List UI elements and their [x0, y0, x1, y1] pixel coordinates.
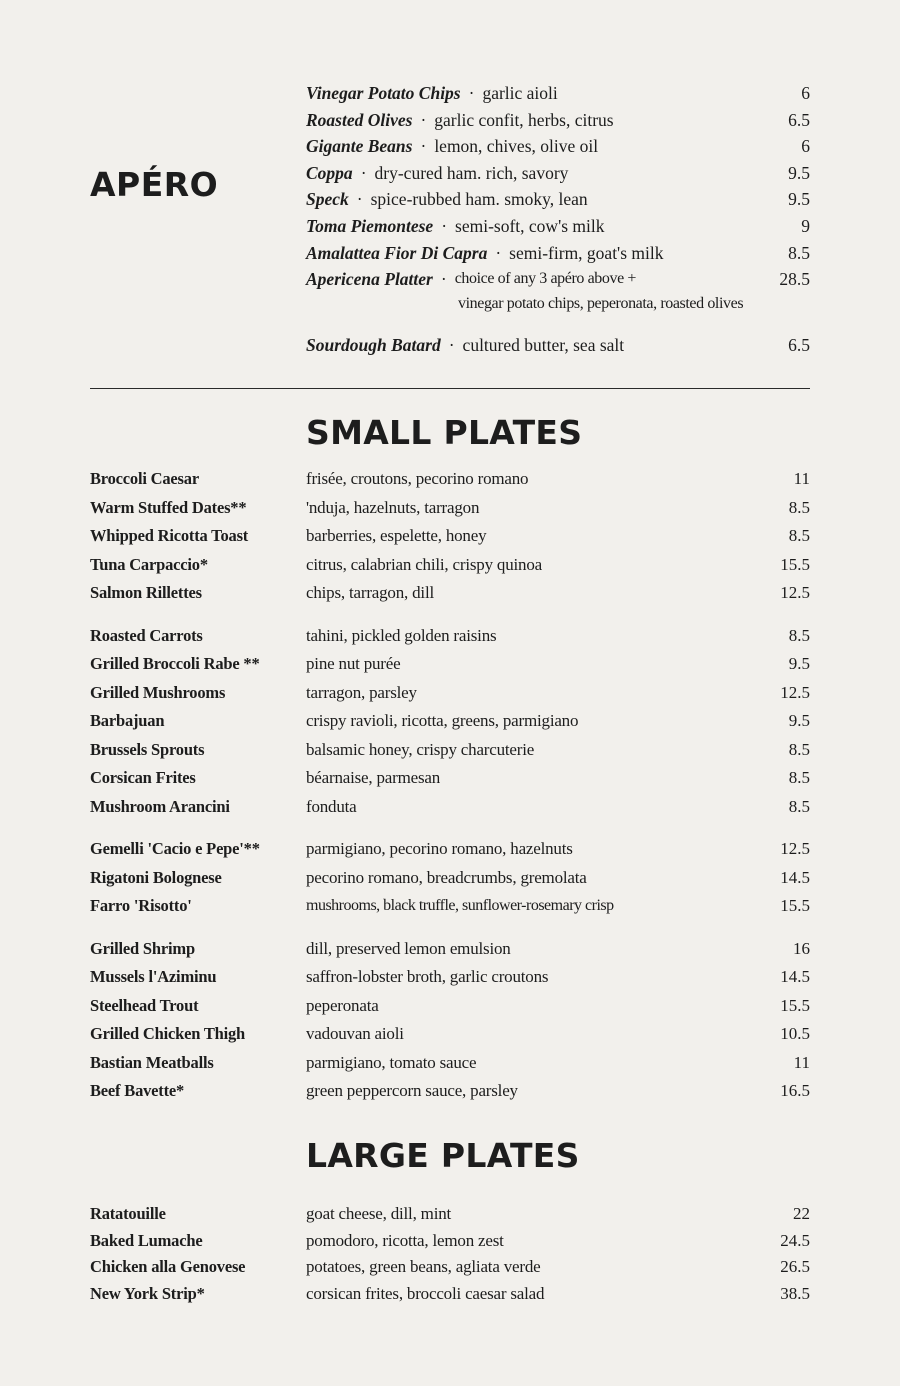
item-description: dry-cured ham. rich, savory	[374, 162, 569, 183]
item-name: Bastian Meatballs	[90, 1052, 214, 1072]
item-name: Vinegar Potato Chips	[306, 83, 461, 103]
item-description: fonduta	[306, 796, 357, 816]
item-description: lemon, chives, olive oil	[434, 136, 599, 157]
item-name: Grilled Broccoli Rabe **	[90, 654, 260, 673]
menu-item	[90, 494, 810, 523]
menu-item	[90, 1254, 810, 1281]
item-description: semi-firm, goat's milk	[509, 242, 664, 263]
item-description: parmigiano, tomato sauce	[306, 1052, 477, 1072]
menu-item	[90, 465, 810, 494]
item-description: garlic aioli	[482, 83, 558, 103]
item-separator: ·	[420, 109, 427, 130]
menu-item	[90, 551, 810, 580]
item-description: béarnaise, parmesan	[306, 768, 441, 787]
item-price: 14.5	[780, 867, 810, 887]
item-name: Ratatouille	[90, 1204, 166, 1223]
item-name: Sourdough Batard	[306, 334, 441, 355]
small-plates-list	[90, 465, 810, 1106]
item-price: 6	[801, 136, 810, 157]
item-description: saffron-lobster broth, garlic croutons	[306, 967, 549, 986]
item-name: Mussels l'Aziminu	[90, 967, 217, 986]
apero-item	[306, 80, 810, 107]
menu-item	[90, 650, 810, 679]
item-price: 8.5	[788, 796, 810, 816]
item-price: 6.5	[788, 109, 810, 130]
item-description: cultured butter, sea salt	[462, 334, 625, 355]
item-description: mushrooms, black truffle, sunflower-rosemary crisp	[306, 897, 614, 914]
item-name: Whipped Ricotta Toast	[90, 526, 249, 545]
item-description: 'nduja, hazelnuts, tarragon	[306, 497, 480, 517]
item-name: Rigatoni Bolognese	[90, 867, 222, 887]
apero-item	[306, 160, 810, 187]
item-price: 22	[793, 1204, 810, 1223]
item-description: pecorino romano, breadcrumbs, gremolata	[306, 867, 587, 887]
menu-item	[90, 522, 810, 551]
item-price: 8.5	[788, 526, 810, 545]
apero-item	[306, 133, 810, 160]
menu-item	[90, 793, 810, 822]
item-price: 8.5	[788, 242, 810, 263]
item-price: 16	[793, 938, 810, 958]
item-price: 8.5	[788, 739, 810, 759]
menu-item	[90, 892, 810, 921]
item-name: Roasted Carrots	[90, 625, 203, 645]
item-name: Speck	[306, 189, 349, 210]
large-plates-section-title: LARGE PLATES	[306, 1136, 580, 1175]
item-name: Salmon Rillettes	[90, 583, 202, 602]
apero-item	[306, 240, 810, 267]
item-description: vadouvan aioli	[306, 1024, 404, 1043]
item-description: parmigiano, pecorino romano, hazelnuts	[306, 839, 573, 858]
item-description: corsican frites, broccoli caesar salad	[306, 1283, 545, 1303]
item-name: Warm Stuffed Dates**	[90, 497, 247, 517]
item-price: 6.5	[788, 334, 810, 355]
item-price: 9	[801, 215, 810, 236]
item-price: 15.5	[780, 896, 810, 915]
item-price: 11	[793, 469, 810, 488]
menu-item	[90, 864, 810, 893]
item-name: Grilled Shrimp	[90, 938, 195, 958]
item-separator: ·	[440, 269, 447, 290]
item-name: Brussels Sprouts	[90, 739, 205, 759]
item-price: 16.5	[780, 1081, 810, 1100]
menu-item	[90, 579, 810, 608]
item-description: pomodoro, ricotta, lemon zest	[306, 1230, 504, 1250]
item-name: Chicken alla Genovese	[90, 1257, 246, 1277]
item-name: Amalattea Fior Di Capra	[306, 242, 488, 263]
item-separator: ·	[360, 162, 367, 183]
menu-item	[90, 1020, 810, 1049]
item-price: 9.5	[788, 711, 810, 730]
menu-item	[90, 1049, 810, 1078]
item-price: 8.5	[788, 625, 810, 645]
item-description: balsamic honey, crispy charcuterie	[306, 739, 535, 759]
item-name: Grilled Mushrooms	[90, 682, 226, 702]
item-price: 15.5	[780, 995, 810, 1015]
item-description: goat cheese, dill, mint	[306, 1204, 452, 1223]
item-price: 12.5	[780, 682, 810, 702]
apero-item	[306, 186, 810, 213]
item-name: Barbajuan	[90, 711, 165, 730]
item-description: frisée, croutons, pecorino romano	[306, 469, 529, 488]
menu-item	[90, 679, 810, 708]
item-description: peperonata	[306, 995, 379, 1015]
item-name: Farro 'Risotto'	[90, 896, 192, 915]
item-price: 12.5	[780, 583, 810, 602]
item-description-continued: vinegar potato chips, peperonata, roasted olives	[458, 294, 744, 312]
item-name: Toma Piemontese	[306, 215, 434, 236]
apero-bread-item	[306, 332, 810, 359]
menu-group	[90, 465, 810, 608]
item-price: 38.5	[780, 1283, 810, 1303]
item-name: Baked Lumache	[90, 1230, 203, 1250]
item-name: Mushroom Arancini	[90, 796, 230, 816]
item-description: barberries, espelette, honey	[306, 526, 487, 545]
apero-item	[306, 213, 810, 240]
menu-group	[90, 835, 810, 921]
menu-item	[90, 835, 810, 864]
item-name: Grilled Chicken Thigh	[90, 1024, 246, 1043]
item-description: potatoes, green beans, agliata verde	[306, 1257, 541, 1277]
menu-item	[90, 992, 810, 1021]
item-separator: ·	[468, 83, 475, 103]
apero-platter-item	[306, 266, 810, 315]
menu-item	[90, 963, 810, 992]
item-price: 15.5	[780, 554, 810, 574]
menu-item	[90, 622, 810, 651]
large-plates-list	[90, 1201, 810, 1307]
item-price: 24.5	[780, 1230, 810, 1250]
item-description: tarragon, parsley	[306, 682, 417, 702]
item-price: 9.5	[788, 189, 810, 210]
menu-item	[90, 1201, 810, 1228]
item-price: 26.5	[780, 1257, 810, 1277]
menu-item	[90, 935, 810, 964]
item-description: pine nut purée	[306, 654, 401, 673]
item-name: Corsican Frites	[90, 768, 196, 787]
item-description: garlic confit, herbs, citrus	[434, 109, 614, 130]
menu-item	[90, 764, 810, 793]
item-separator: ·	[356, 189, 363, 210]
item-description: crispy ravioli, ricotta, greens, parmigiano	[306, 711, 579, 730]
item-name: New York Strip*	[90, 1283, 205, 1303]
item-price: 10.5	[780, 1024, 810, 1043]
item-description: citrus, calabrian chili, crispy quinoa	[306, 554, 542, 574]
item-price: 9.5	[788, 654, 810, 673]
apero-item	[306, 107, 810, 134]
menu-group	[90, 935, 810, 1106]
item-description: semi-soft, cow's milk	[455, 215, 605, 236]
item-name: Broccoli Caesar	[90, 469, 199, 488]
item-price: 8.5	[788, 768, 810, 787]
menu-item	[90, 1077, 810, 1106]
item-description: choice of any 3 apéro above +	[454, 270, 637, 288]
item-name: Tuna Carpaccio*	[90, 554, 208, 574]
item-description: spice-rubbed ham. smoky, lean	[370, 189, 588, 210]
section-divider	[90, 388, 810, 389]
apero-section-title: APÉRO	[90, 165, 219, 204]
item-description: chips, tarragon, dill	[306, 583, 434, 602]
item-separator: ·	[448, 334, 455, 355]
menu-group	[90, 622, 810, 822]
item-description: green peppercorn sauce, parsley	[306, 1081, 518, 1100]
item-name: Apericena Platter	[306, 269, 433, 290]
item-price: 6	[801, 83, 810, 103]
menu-item	[90, 1228, 810, 1255]
item-separator: ·	[441, 215, 448, 236]
item-name: Steelhead Trout	[90, 995, 199, 1015]
item-description: tahini, pickled golden raisins	[306, 625, 497, 645]
item-name: Beef Bavette*	[90, 1081, 185, 1100]
item-name: Gemelli 'Cacio e Pepe'**	[90, 839, 260, 858]
item-price: 11	[793, 1052, 810, 1072]
item-description: dill, preserved lemon emulsion	[306, 938, 511, 958]
item-price: 12.5	[780, 839, 810, 858]
item-name: Gigante Beans	[306, 136, 413, 157]
item-separator: ·	[420, 136, 427, 157]
apero-list	[306, 80, 810, 358]
item-price: 8.5	[788, 497, 810, 517]
item-name: Coppa	[306, 162, 353, 183]
menu-item	[90, 707, 810, 736]
item-price: 14.5	[780, 967, 810, 986]
menu-item	[90, 1281, 810, 1308]
item-separator: ·	[495, 242, 502, 263]
item-price: 28.5	[779, 269, 810, 290]
item-name: Roasted Olives	[306, 109, 413, 130]
item-price: 9.5	[788, 162, 810, 183]
small-plates-section-title: SMALL PLATES	[306, 413, 583, 452]
menu-item	[90, 736, 810, 765]
